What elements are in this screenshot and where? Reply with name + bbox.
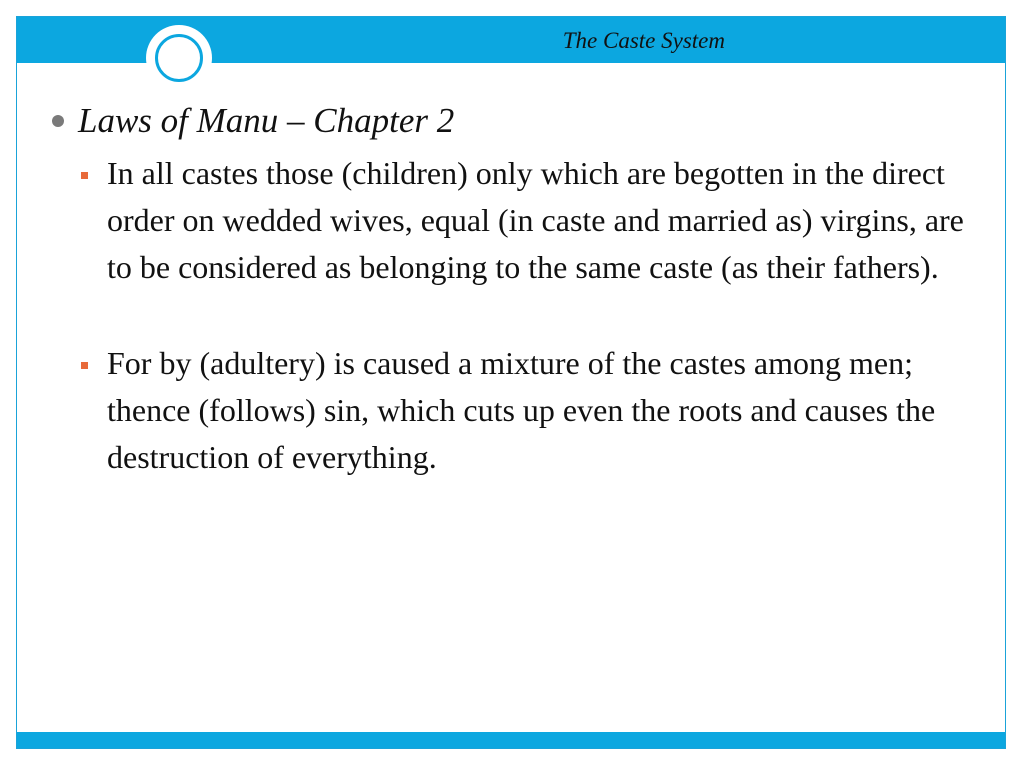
slide-content xyxy=(48,98,978,481)
square-bullet-icon xyxy=(81,172,88,179)
list-item xyxy=(48,340,987,481)
square-bullet-icon xyxy=(81,362,88,369)
point-text: For by (adultery) is caused a mixture of the castes among men; thence (follows) sin, which cuts up even the roots and causes the destruction of everything. xyxy=(107,345,936,475)
bullet-icon xyxy=(52,115,64,127)
slide-title: The Caste System xyxy=(562,28,725,53)
heading-text: Laws of Manu – Chapter 2 xyxy=(78,101,455,140)
bottom-bar xyxy=(17,732,1005,748)
list-item xyxy=(48,150,987,291)
circle-ring-icon xyxy=(155,34,203,82)
point-text: In all castes those (children) only which are begotten in the direct order on wedded wives, equal (in caste and married as) virgins, are to be considered as belonging to the same caste (as their fathers). xyxy=(107,155,964,285)
heading-item xyxy=(48,98,978,144)
